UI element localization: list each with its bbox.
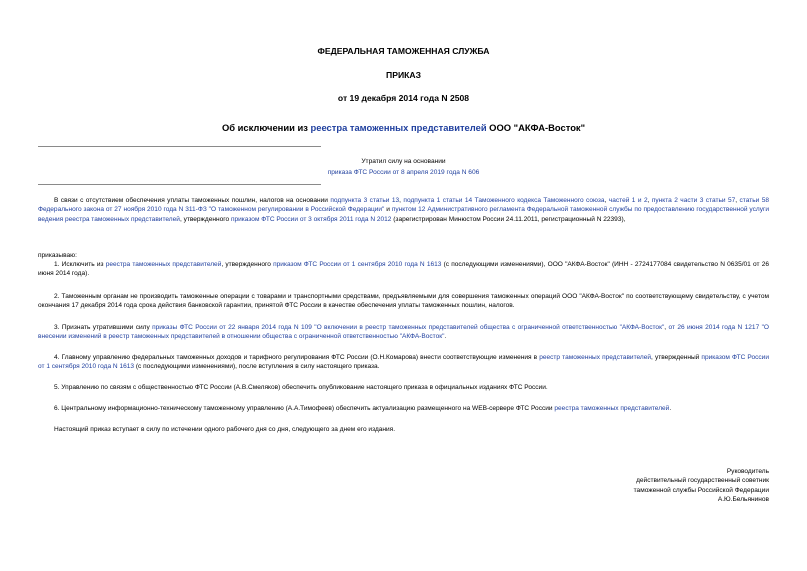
link-registry[interactable]: реестра таможенных представителей [105,261,222,268]
status-note-line: Утратил силу на основании [361,158,446,165]
text: , утвержденный [651,354,702,361]
document-type: ПРИКАЗ [386,70,421,80]
item-2 [38,292,769,311]
title-suffix: ООО "АКФА-Восток" [486,122,586,133]
item-5 [38,383,769,392]
item-6 [38,404,769,413]
link-registry[interactable]: реестр таможенных представителей [539,354,652,361]
text: 2. Таможенным органам не производить таможенные операции с товарами и транспортными средствами, предъявляемыми для совершения таможенных операций ООО "АКФА-Восток" по соответствующему свидетельству, с учетом окончания 17 декабря 2014 года срока действия банковской гарантии, принятой ФТС России в качестве обеспечения уплаты таможенных пошлин, налогов. [38,293,769,310]
text: 3. Признать утратившими силу [54,324,153,331]
repeal-order-link[interactable]: приказа ФТС России от 8 апреля 2019 года N 606 [327,169,480,176]
link-customs-code[interactable]: подпункта 1 статьи 14 Таможенного кодекса Таможенного союза [403,197,605,204]
link-order-109[interactable]: приказы ФТС России от 22 января 2014 года N 109 "О включении в реестр таможенных представителей общества с ограниченной ответственностью "АКФА-Восток" [152,324,665,331]
title-prefix: Об исключении из [221,122,311,133]
signature-block [469,467,769,504]
link-subpoint-3-article-13[interactable]: подпункта 3 статьи 13 [330,197,400,204]
item-4 [38,353,769,372]
link-order-1613[interactable]: приказом ФТС России от 1 сентября 2010 года N 1613 [273,261,442,268]
title-registry-link[interactable]: реестра таможенных представителей [310,122,487,133]
link-order-1613[interactable]: приказом ФТС России от 1 сентября 2010 года N 1613 [38,354,769,371]
divider-top [38,146,321,147]
signature-service: таможенной службы Российской Федерации [633,486,769,494]
text: 4. Главному управлению федеральных таможенных доходов и тарифного регулирования ФТС России (О.Н.Комарова) внести соответствующие изменения в [54,354,540,361]
text: , [664,324,669,331]
link-order-1217[interactable]: от 26 июня 2014 года N 1217 "О внесении изменений в реестр таможенных представителей в отношении общества с ограниченной ответственностью "АКФА-Восток" [38,324,769,341]
item-1 [38,260,769,279]
link-federal-law-311[interactable]: статьи 58 Федерального закона от 27 ноября 2010 года N 311-ФЗ "О таможенном регулировании в Российской Федерации" [38,197,769,214]
signature-title: Руководитель [726,468,769,475]
signature-rank: действительный государственный советник [636,477,769,485]
text: (зарегистрирован Минюстом России 24.11.2011, регистрационный N 22393), [391,215,626,223]
text: , [647,197,652,204]
link-registry[interactable]: реестра таможенных представителей [554,405,670,412]
order-word: приказываю: [38,252,77,259]
status-note-link-line [0,169,807,176]
text: , утвержденного [221,261,274,268]
text: и [384,206,392,214]
divider-bottom [38,184,321,185]
text: . [669,405,672,412]
link-article-57[interactable]: пункта 2 части 3 статьи 57 [651,197,736,204]
text: Настоящий приказ вступает в силу по истечении одного рабочего дня со дня, следующего за днем его издания. [54,426,396,433]
text: , [399,197,404,204]
link-parts-1-2[interactable]: частей 1 и 2 [608,197,648,204]
item-3 [38,323,769,342]
text: 6. Центральному информационно-техническому таможенному управлению (А.А.Тимофеев) обеспечить актуализацию размещенного на WEB-сервере ФТС России [54,405,555,412]
document-date: от 19 декабря 2014 года N 2508 [337,93,470,103]
preamble-paragraph [38,196,769,224]
item-effective [38,425,769,434]
text: , утвержденного [179,215,231,223]
document-title [0,122,807,133]
signature-name: А.Ю.Бельянинов [717,495,769,503]
text: , [735,197,740,204]
text: . [444,333,447,341]
agency-name: ФЕДЕРАЛЬНАЯ ТАМОЖЕННАЯ СЛУЖБА [317,46,490,56]
link-order-2012[interactable]: приказом ФТС России от 3 октября 2011 года N 2012 [230,215,392,223]
text: В связи с отсутствием обеспечения уплаты таможенных пошлин, налогов на основании [54,197,331,204]
text: , [604,197,609,204]
link-admin-regulation[interactable]: пунктом 12 Административного регламента Федеральной таможенной службы по предоставлению государственной услуги ведения реестра таможенных представителей [38,206,770,223]
text: 1. Исключить из [54,261,106,268]
text: 5. Управлению по связям с общественностью ФТС России (А.В.Смеляков) обеспечить опубликование настоящего приказа в официальных изданиях ФТС России. [54,384,548,391]
text: (с последующими изменениями), ООО "АКФА-Восток" (ИНН - 2724177084 свидетельство N 0635/01 от 26 июня 2014 года). [38,261,769,278]
text: (с последующими изменениями), после вступления в силу настоящего приказа. [134,363,380,371]
